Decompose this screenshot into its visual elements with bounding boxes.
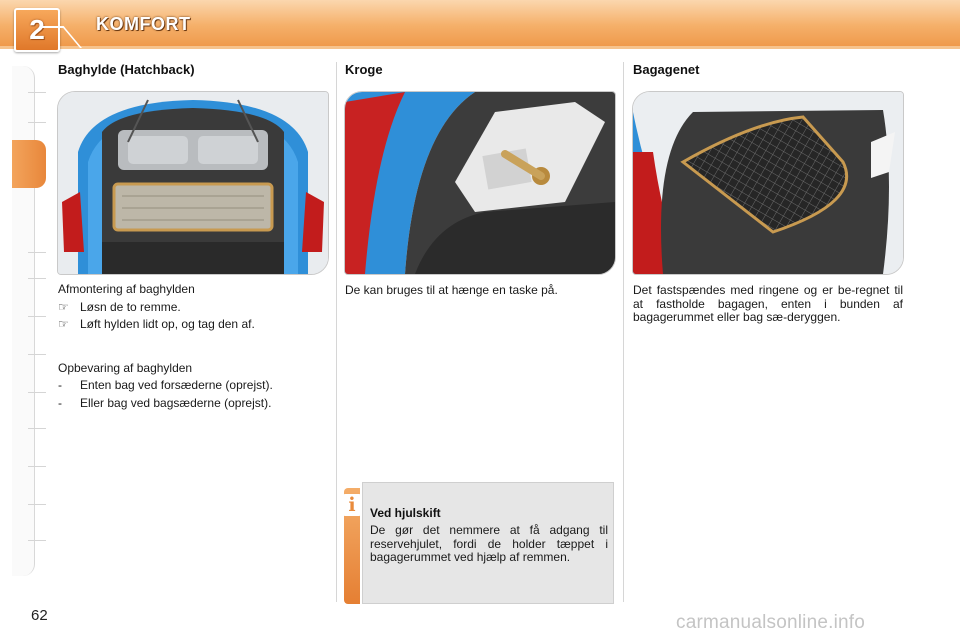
list-item — [58, 379, 330, 393]
storage-heading: Opbevaring af baghylden — [58, 360, 193, 375]
removal-heading: Afmontering af baghylden — [58, 282, 195, 296]
column-divider — [623, 62, 624, 602]
tab-notch — [28, 354, 46, 355]
list-item — [58, 397, 330, 411]
dash-text: Enten bag ved forsæderne (oprejst). — [80, 378, 273, 392]
info-text: De gør det nemmere at få adgang til reservehjulet, fordi de holder tæppet i bagagerummet ved hjælp af remmen. — [370, 523, 608, 564]
bullet-hand-icon: ☞ — [58, 317, 69, 331]
tab-notch — [28, 504, 46, 505]
bullet-text: Løsn de to remme. — [80, 299, 181, 314]
info-title: Ved hjulskift — [370, 506, 441, 520]
bullet-text: Løft hylden lidt op, og tag den af. — [80, 317, 255, 331]
dash-mark: - — [58, 378, 62, 392]
bullet-hand-icon: ☞ — [58, 299, 69, 314]
watermark: carmanualsonline.info — [676, 612, 866, 633]
column-3-text: Det fastspændes med ringene og er be-regnet til at fastholde bagagen, enten i bunden af bagagerummet eller bag sæ-deryggen. — [633, 283, 903, 324]
tab-notch — [28, 252, 46, 253]
column-1-text — [58, 283, 330, 410]
tab-notch — [28, 466, 46, 467]
tab-notch — [28, 540, 46, 541]
list-item — [58, 301, 330, 315]
section-title-baghylde: Baghylde (Hatchback) — [58, 62, 195, 77]
info-icon — [342, 494, 362, 516]
column-divider — [336, 62, 337, 602]
trunk-hook-photo — [344, 91, 616, 275]
tab-notch — [28, 92, 46, 93]
tab-notch — [28, 122, 46, 123]
tab-notch — [28, 392, 46, 393]
header-underline — [0, 46, 960, 49]
luggage-net-photo — [632, 91, 904, 275]
chapter-number: 2 — [29, 14, 45, 45]
active-chapter-tab[interactable] — [12, 140, 46, 188]
tab-notch — [28, 316, 46, 317]
section-title-kroge: Kroge — [345, 62, 383, 77]
list-item — [58, 318, 330, 332]
column-2-text: De kan bruges til at hænge en taske på. — [345, 283, 558, 297]
tab-notch — [28, 428, 46, 429]
dash-mark: - — [58, 395, 62, 410]
chapter-title: KOMFORT — [96, 14, 191, 34]
dash-text: Eller bag ved bagsæderne (oprejst). — [80, 395, 272, 410]
page-number: 62 — [31, 607, 48, 624]
tab-notch — [28, 278, 46, 279]
info-icon-letter: i — [348, 494, 356, 516]
section-title-bagagenet: Bagagenet — [633, 62, 700, 77]
car-rear-shelf-photo — [57, 91, 329, 275]
